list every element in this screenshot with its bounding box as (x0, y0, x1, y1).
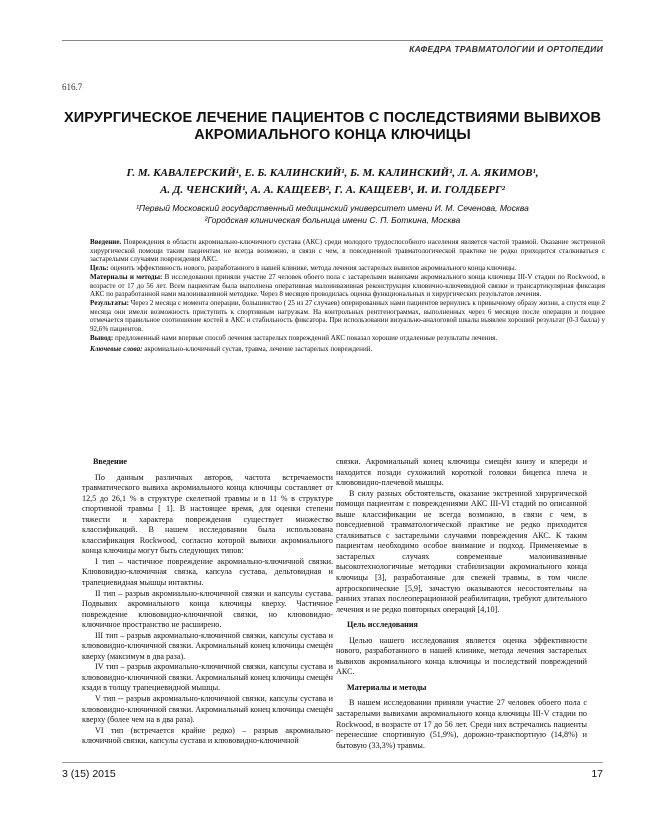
section-heading-introduction: Введение (93, 457, 127, 466)
page-number: 17 (591, 768, 603, 780)
abstract-results (90, 299, 605, 334)
body-paragraph: Целью нашего исследования является оценка эффективности нового, разработанного в нашей клинике, метода лечения застарелых вывихов акромиального конца ключицы и последствий повреждений АКС. (336, 635, 587, 677)
abstract-text: Через 2 месяца с момента операции, большинство ( 25 из 27 случаев) оперированных нами пациентов вернулись к привычному образу жизни, а спустя еще 2 месяца они имели возможность приступить к спортивным нагрузкам. На контрольных рентгенограммах, выполненных через 6 месяцев после операции и позднее отмечается правильное соотношение костей в АКС и стабильность фиксатора. При использовании визуально-аналоговой шкалы выявлен хороший результат (0-3 балла) у 92,6% пациентов. (90, 298, 605, 334)
abstract-text: Повреждения в области акромиально-ключичного сустава (АКС) среди молодого трудоспособного населения является частой травмой. Оказание экстренной хирургической помощи таким пациентам не всегда возможно, в связи с чем, в повседневной травматологической практике не редко приходится сталкиваться с застарелыми случаями повреждения АКС. (90, 238, 605, 264)
abstract-label: Вывод: (90, 333, 114, 342)
article-title (62, 110, 603, 144)
abstract-label: Материалы и методы: (90, 272, 163, 281)
affiliation-line: ²Городская клиническая больница имени С. П. Боткина, Москва (204, 214, 461, 225)
body-column-left (82, 457, 333, 747)
abstract-text: В исследовании приняли участие 27 человек обоего пола с застарелыми вывихами акромиального конца ключицы III-V стадии по Rockwood, в возрасте от 17 до 56 лет. Всем пациентам была выполнена оперативная малоинвазивная реконструкция клювично-ключевидной связки и трансартикулярная фиксация АКС по разработанной нами малоинвазивной методике. Через 8 месяцев проводилась оценка функциональных и хирургических результатов лечения. (90, 272, 605, 299)
abstract-text: оценить эффективность нового, разработанного в нашей клинике, метода лечения застарелых вывихов акромиального конца ключицы. (108, 264, 517, 273)
abstract-text: предложенный нами впервые способ лечения застарелых повреждений АКС показал хорошие отдаленные результаты лечения. (113, 333, 498, 342)
journal-section-title: КАФЕДРА ТРАВМАТОЛОГИИ И ОРТОПЕДИИ (409, 44, 603, 54)
affiliation-line: ¹Первый Московский государственный медицинский университет имени И. М. Сеченова, Москва (136, 203, 529, 213)
affiliations (62, 203, 603, 226)
section-heading-aim: Цель исследования (347, 620, 418, 630)
keywords-label: Ключевые слова: (90, 345, 143, 354)
keywords-text: акромиально-ключичный сустав, травма, лечение застарелых повреждений. (142, 345, 373, 354)
abstract-aim (90, 264, 605, 273)
body-paragraph: связки. Акромиальный конец ключицы смещён книзу и кпереди и находится позади сухожилий короткой головки бицепса плеча и клювовидно-плечевой мышцы. (336, 457, 587, 488)
article-title-line: АКРОМИАЛЬНОГО КОНЦА КЛЮЧИЦЫ (194, 127, 471, 143)
author-list (62, 165, 603, 199)
abstract (90, 238, 605, 354)
section-heading-methods: Материалы и методы (347, 682, 427, 692)
abstract-introduction (90, 238, 605, 264)
issue-number: 3 (15) 2015 (62, 768, 116, 780)
body-paragraph: IV тип – разрыв акромиально-ключичной связки, капсулы сустава и клювовидно-ключичной связки. Акромиальный конец ключицы смещён кзади в толщу трапециевидной мышцы. (82, 662, 333, 693)
abstract-label: Цель: (90, 264, 109, 273)
header-rule (62, 40, 603, 41)
abstract-label: Результаты: (90, 298, 129, 307)
keywords (90, 345, 605, 354)
body-paragraph: V тип -- разрыв акромиально-ключичной связки, капсулы сустава и клювовидно-ключичной связки. Акромиальный конец ключицы смещён кверху (более чем на в два раза). (82, 694, 333, 725)
footer-rule (62, 762, 603, 763)
author-line: Г. М. КАВАЛЕРСКИЙ¹, Е. Б. КАЛИНСКИЙ¹, Б. М. КАЛИНСКИЙ¹, Л. А. ЯКИМОВ¹, (126, 167, 539, 179)
author-line: А. Д. ЧЕНСКИЙ¹, А. А. КАЩЕЕВ², Г. А. КАЩЕЕВ¹, И. И. ГОЛДБЕРГ² (160, 184, 505, 196)
body-paragraph: II тип – разрыв акромиально-ключичной связки и капсулы сустава. Подвывих акромиального конца ключицы кверху. Частичное повреждение клювовидно-ключичной связки, но клювовидно-ключичное пространство не расширено. (82, 588, 333, 630)
abstract-conclusion (90, 334, 605, 343)
body-column-right (336, 457, 587, 751)
abstract-methods (90, 273, 605, 299)
body-paragraph: III тип – разрыв акромиально-ключичной связки, капсулы сустава и клювовидно-ключичной связки. Акромиальный конец ключицы смещён кверху (максимум в два раза). (82, 630, 333, 661)
body-paragraph: I тип – частичное повреждение акромиально-ключичной связки. Клювовидно-ключичная связка, капсула сустава, дельтовидная и трапециевидная мышцы интактны. (82, 556, 333, 588)
udc-code: 616.7 (62, 82, 83, 92)
article-title-line: ХИРУРГИЧЕСКОЕ ЛЕЧЕНИЕ ПАЦИЕНТОВ С ПОСЛЕДСТВИЯМИ ВЫВИХОВ (63, 110, 602, 126)
body-paragraph: По данным различных авторов, частота встречаемости травматического вывиха акромиального конца ключицы составляет от 12,5 до 26,1 % в структуре скелетной травмы и в 11 % в структуре спортивной травмы [ 1]. В настоящее время, для оценки степени тяжести и характера повреждения существует множество классификаций. В нашем исследовании была использована классификация Rockwood, согласно которой вывихи акромиального конца ключицы могут быть следующих типов: (82, 472, 333, 556)
body-paragraph: В нашем исследовании приняли участие 27 человек обоего пола с застарелыми вывихами акромиального конца ключицы III-V стадии по Rockwood, в возрасте от 17 до 56 лет. Среди них встречались пациенты перенесшие спортивную (51,9%), дорожно-транспортную (14,8%) и бытовую (33,3%) травмы. (336, 698, 587, 750)
abstract-label: Введение. (90, 238, 122, 246)
body-paragraph: VI тип (встречается крайне редко) – разрыв акромиально-ключичной связки, капсулы сустава и клювовидно-ключичной (82, 725, 333, 746)
body-paragraph: В силу разных обстоятельств, оказание экстренной хирургической помощи пациентам с повреждениями АКС III-VI стадий по описанной выше классификации не всегда возможно, в связи с чем, в повседневной травматологической практике не редко приходится сталкиваться с застарелыми случаями повреждения АКС. К таким пациентам необходимо особое внимание и подход. Применяемые в застарелых случаях современные малоинвазивные высокотехнологичные методики стабилизации акромиального конца ключицы [3], разработанные для свежей травмы, в том числе артроскопические [5,9], зачастую оказываются несостоятельны на ранних этапах послеоперационной реабилитации, требуют длительного лечения и не редко повторных операций [4,10]. (336, 488, 587, 614)
